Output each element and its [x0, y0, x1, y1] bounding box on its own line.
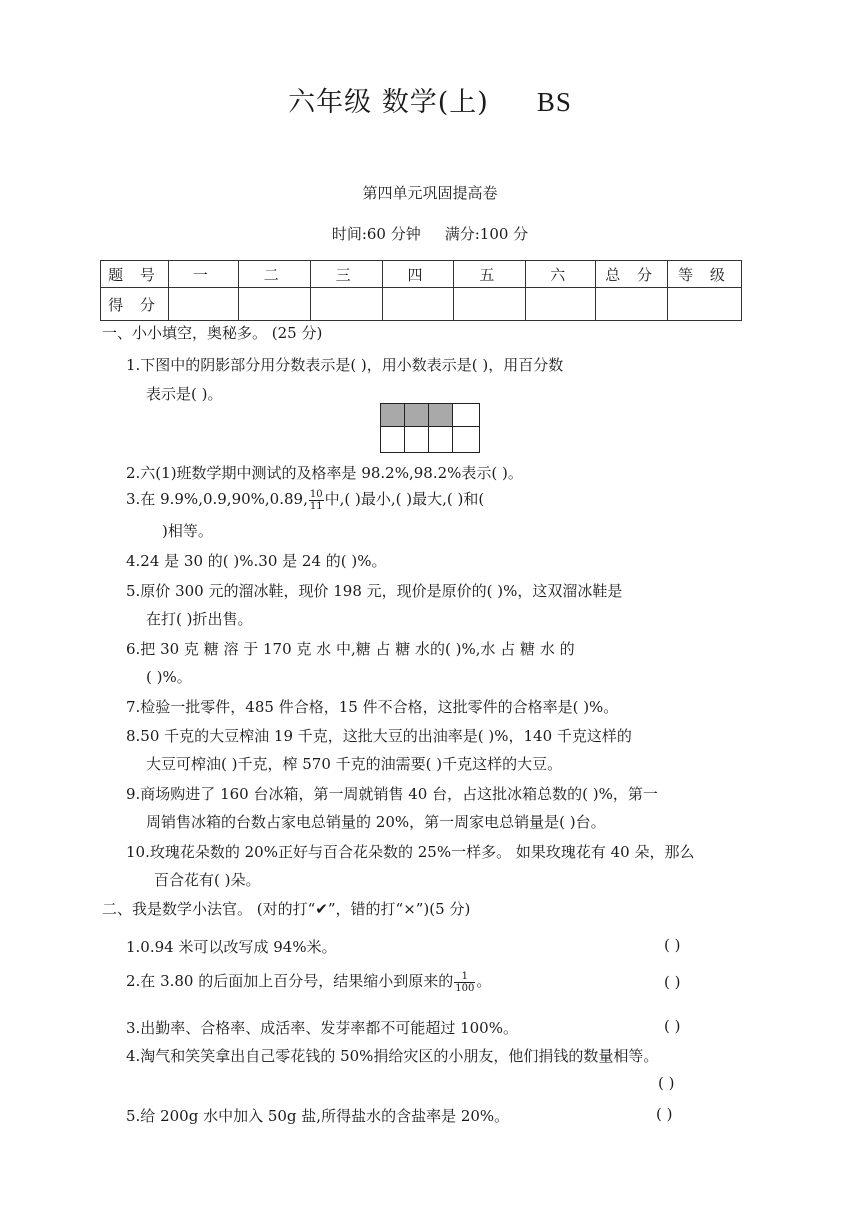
- question-1-1-line2: 表示是( )。: [146, 385, 223, 403]
- question-1-5-line2: 在打( )折出售。: [146, 610, 253, 628]
- score-table-cell: 三: [310, 261, 382, 288]
- question-1-10-line2: 百合花有( )朵。: [154, 871, 261, 889]
- score-table-cell: 得 分: [101, 288, 169, 321]
- score-table-cell: 五: [454, 261, 526, 288]
- score-table-cell: 一: [168, 261, 238, 288]
- q3-text-post: 中,( )最小,( )最大,( )和(: [324, 490, 485, 508]
- judge-q2-text-post: 。: [476, 972, 492, 990]
- score-blank-cell[interactable]: [454, 288, 526, 321]
- score-blank-cell[interactable]: [526, 288, 596, 321]
- question-1-8-line2: 大豆可榨油( )千克，榨 570 千克的油需要( )千克这样的大豆。: [146, 755, 563, 773]
- grid-cell-shaded: [405, 404, 429, 427]
- judge-answer-blank[interactable]: ( ): [664, 973, 681, 991]
- unit-subtitle: 第四单元巩固提高卷: [362, 184, 498, 202]
- fraction-1-100: [454, 971, 475, 994]
- grid-cell: [453, 427, 479, 452]
- judge-answer-blank[interactable]: ( ): [658, 1074, 675, 1092]
- grid-cell-shaded: [429, 404, 453, 427]
- question-1-8-line1: 8.50 千克的大豆榨油 19 千克，这批大豆的出油率是( )%，140 千克这样的: [126, 727, 632, 745]
- score-table-header-row: [101, 261, 742, 288]
- title-main: 六年级 数学(上): [288, 87, 489, 118]
- q3-text-pre: 3.在 9.9%,0.9,90%,0.89,: [126, 490, 308, 508]
- judge-question-3: 3.出勤率、合格率、成活率、发芽率都不可能超过 100%。: [126, 1019, 518, 1037]
- question-1-7: 7.检验一批零件，485 件合格，15 件不合格，这批零件的合格率是( )%。: [126, 698, 619, 716]
- section-2-heading: 二、我是数学小法官。 (对的打“✔”，错的打“×”)(5 分): [102, 900, 471, 918]
- question-1-3-line2: )相等。: [162, 522, 213, 540]
- judge-answer-blank[interactable]: ( ): [664, 1017, 681, 1035]
- page-title: [0, 80, 860, 119]
- judge-question-2: [126, 970, 491, 994]
- judge-answer-blank[interactable]: ( ): [656, 1105, 673, 1123]
- question-1-9-line2: 周销售冰箱的台数占家电总销量的 20%，第一周家电总销量是( )台。: [146, 813, 606, 831]
- judge-question-1: 1.0.94 米可以改写成 94%米。: [126, 938, 337, 956]
- question-1-6-line2: ( )%。: [146, 668, 192, 686]
- time-limit: 时间:60 分钟: [331, 225, 421, 243]
- judge-q2-text-pre: 2.在 3.80 的后面加上百分号，结果缩小到原来的: [126, 972, 454, 990]
- score-table-cell: 二: [238, 261, 310, 288]
- question-1-3-line1: [126, 488, 484, 512]
- shaded-grid-figure: [380, 403, 480, 453]
- question-1-9-line1: 9.商场购进了 160 台冰箱，第一周就销售 40 台，占这批冰箱总数的( )%，第一: [126, 785, 658, 803]
- score-table-cell: 总 分: [596, 261, 668, 288]
- grid-cell: [453, 404, 479, 427]
- judge-question-4: 4.淘气和笑笑拿出自己零花钱的 50%捐给灾区的小朋友，他们捐钱的数量相等。: [126, 1047, 659, 1065]
- question-1-10-line1: 10.玫瑰花朵数的 20%正好与百合花朵数的 25%一样多。 如果玫瑰花有 40 朵，那么: [126, 843, 695, 861]
- score-table-score-row: [101, 288, 742, 321]
- score-table-cell: 四: [382, 261, 454, 288]
- frac-denominator: 11: [309, 500, 323, 512]
- question-1-4: 4.24 是 30 的( )%.30 是 24 的( )%。: [126, 552, 387, 570]
- grid-cell-shaded: [381, 404, 405, 427]
- section-1-heading: 一、小小填空，奥秘多。 (25 分): [102, 324, 323, 342]
- exam-meta: [0, 223, 860, 244]
- full-score: 满分:100 分: [444, 225, 529, 243]
- title-suffix: BS: [536, 87, 572, 117]
- grid-cell: [405, 427, 429, 452]
- question-1-2: 2.六(1)班数学期中测试的及格率是 98.2%,98.2%表示( )。: [126, 464, 523, 482]
- judge-answer-blank[interactable]: ( ): [664, 936, 681, 954]
- grid-cell: [429, 427, 453, 452]
- question-1-5-line1: 5.原价 300 元的溜冰鞋，现价 198 元，现价是原价的( )%，这双溜冰鞋是: [126, 582, 623, 600]
- score-table-cell: 等 级: [668, 261, 742, 288]
- score-blank-cell[interactable]: [668, 288, 742, 321]
- frac-numerator: 10: [309, 488, 323, 500]
- score-table: [100, 260, 742, 321]
- score-blank-cell[interactable]: [310, 288, 382, 321]
- judge-question-5: 5.给 200g 水中加入 50g 盐,所得盐水的含盐率是 20%。: [126, 1107, 510, 1125]
- score-blank-cell[interactable]: [168, 288, 238, 321]
- score-blank-cell[interactable]: [238, 288, 310, 321]
- grid-cell: [381, 427, 405, 452]
- frac-denominator: 100: [455, 982, 475, 994]
- score-table-cell: 题 号: [101, 261, 169, 288]
- question-1-1-line1: 1.下图中的阴影部分用分数表示是( )，用小数表示是( )，用百分数: [126, 356, 564, 374]
- score-blank-cell[interactable]: [382, 288, 454, 321]
- question-1-6-line1: 6.把 30 克 糖 溶 于 170 克 水 中,糖 占 糖 水的( )%,水 占 糖 水 的: [126, 640, 575, 658]
- frac-numerator: 1: [454, 971, 475, 983]
- score-table-cell: 六: [526, 261, 596, 288]
- fraction-10-11: [309, 489, 324, 512]
- score-blank-cell[interactable]: [596, 288, 668, 321]
